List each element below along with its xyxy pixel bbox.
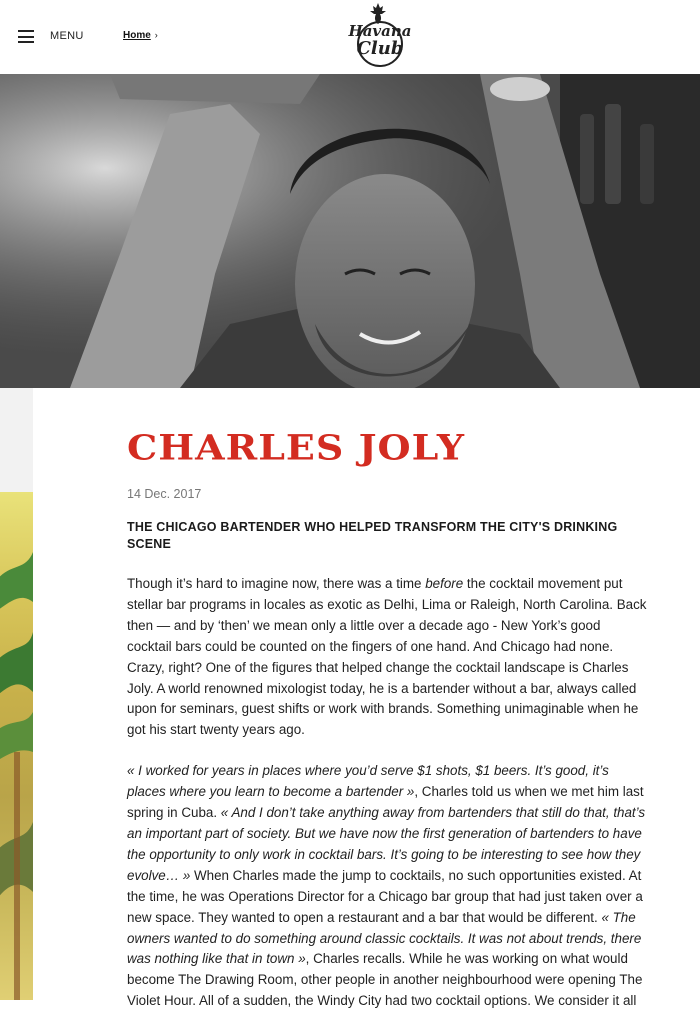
quote-text: « The owners wanted to do something around classic cocktails. It was not about trends, there was nothing like that in town »	[127, 909, 642, 967]
menu-label[interactable]: MENU	[50, 30, 84, 42]
paragraph-1	[127, 574, 647, 741]
paragraph-text: the cocktail movement put stellar bar programs in locales as exotic as Delhi, Lima or Raleigh, North Carolina. Back then — and by ‘then’ we mean only a little over a decade ago - New York’s good cocktail bars could be counted on the fingers of one hand. And Chicago had none. Crazy, right? One of the figures that helped change the cocktail landscape is Charles Joly. A world renowned mixologist today, he is a bartender without a bar, always called upon for seminars, guest shifts or work with brands. Something unimaginable when he got his start twenty years ago.	[127, 576, 647, 738]
havana-club-logo[interactable]	[340, 2, 420, 68]
quote-text: « And I don’t take anything away from bartenders that still do that, that’s an important part of society. But we have now the first generation of bartenders to have the opportunity to only work in cocktail bars. It’s going to be interesting to see how they evolve… »	[127, 805, 646, 883]
left-margin-gray-block	[0, 388, 33, 492]
emphasis-text: before	[425, 576, 464, 591]
site-header	[0, 0, 700, 74]
hamburger-icon[interactable]	[18, 30, 34, 43]
breadcrumb	[123, 30, 158, 41]
paragraph-text: When Charles made the jump to cocktails, no such opportunities existed. At the time, he was Operations Director for a Chicago bar group that had just taken over a new space. They wanted to open a restaurant and a bar that would be different.	[127, 867, 643, 925]
article-date: 14 Dec. 2017	[127, 487, 202, 501]
paragraph-text: , Charles told us when we met him last spring in Cuba.	[127, 784, 644, 821]
article-subtitle: THE CHICAGO BARTENDER WHO HELPED TRANSFORM THE CITY'S DRINKING SCENE	[127, 520, 618, 551]
paragraph-text: , Charles recalls. While he was working on what would become The Drawing Room, other people in another neighbourhood were opening The Violet Hour. All of a sudden, the Windy City had two cocktail options. We consider it all	[127, 951, 643, 1009]
chevron-right-icon: ›	[154, 30, 158, 40]
logo-text-club: Club	[356, 38, 404, 59]
menu-button[interactable]	[18, 28, 98, 46]
paragraph-2	[127, 761, 647, 1012]
article-title: CHARLES JOLY	[127, 427, 466, 468]
breadcrumb-home-link[interactable]: Home	[123, 30, 151, 41]
quote-text: « I worked for years in places where you’d serve $1 shots, $1 beers. It’s good, it’s places where you learn to become a bartender »	[127, 763, 609, 800]
article-body	[127, 574, 647, 1032]
logo-text-havana: Havana	[348, 22, 412, 40]
palm-illustration-strip	[0, 492, 33, 1000]
paragraph-text: Though it’s hard to imagine now, there was a time	[127, 576, 426, 591]
hero-image	[0, 74, 700, 388]
article-card	[33, 388, 700, 1009]
